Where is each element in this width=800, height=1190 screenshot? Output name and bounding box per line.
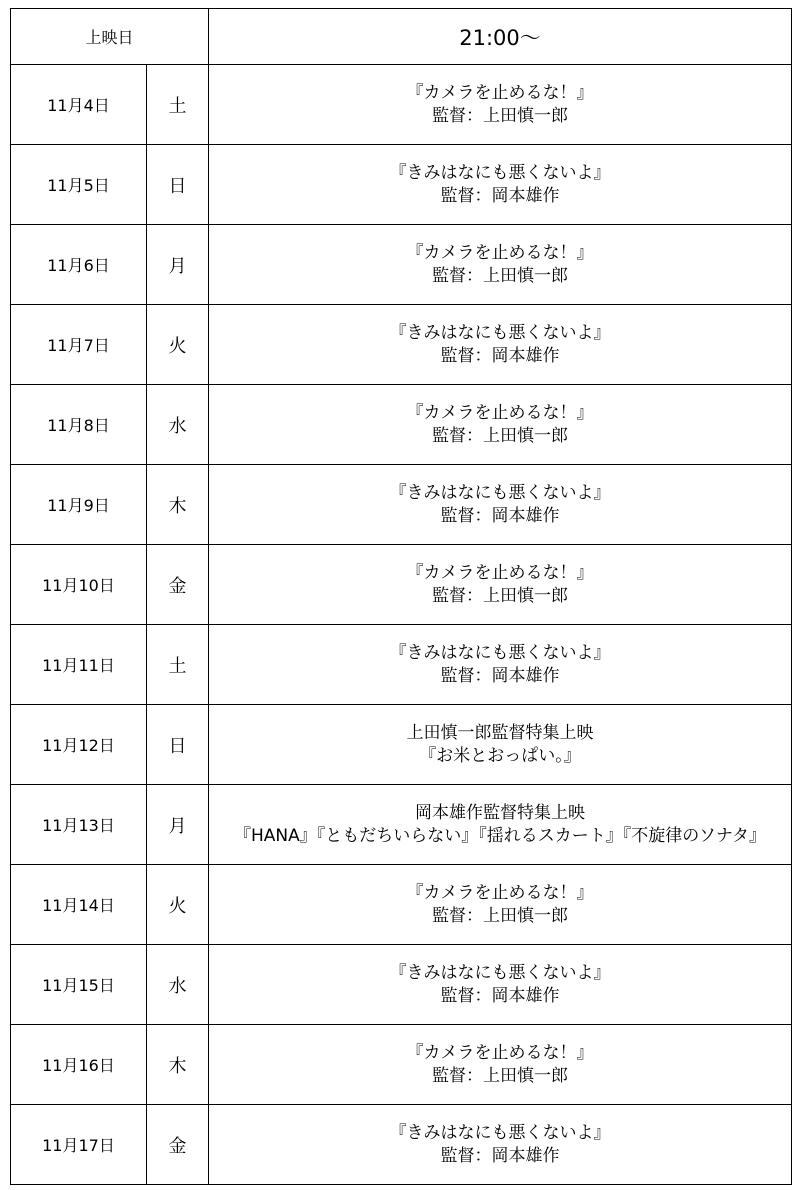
program-subtitle: 監督：岡本雄作 — [440, 505, 560, 526]
screening-time-header: 21:00～ — [209, 9, 792, 65]
program-subtitle: 監督：上田慎一郎 — [432, 425, 569, 446]
day-of-week: 火 — [147, 305, 209, 385]
program-title: 『カメラを止めるな！』 — [406, 562, 594, 583]
program-title: 『カメラを止めるな！』 — [406, 402, 594, 423]
program-subtitle: 『お米とおっぱい。』 — [419, 745, 581, 766]
screening-date: 11月17日 — [11, 1105, 147, 1185]
program-subtitle: 監督：岡本雄作 — [440, 1145, 560, 1166]
day-of-week: 日 — [147, 705, 209, 785]
program-title: 『カメラを止めるな！』 — [406, 882, 594, 903]
screening-date: 11月4日 — [11, 65, 147, 145]
day-of-week: 土 — [147, 65, 209, 145]
screening-date: 11月16日 — [11, 1025, 147, 1105]
header-row — [11, 9, 792, 65]
schedule-row — [11, 305, 792, 385]
program-title: 『きみはなにも悪くないよ』 — [389, 1122, 611, 1143]
schedule-row — [11, 705, 792, 785]
schedule-row — [11, 225, 792, 305]
program-title: 岡本雄作監督特集上映 — [415, 802, 586, 823]
schedule-row — [11, 385, 792, 465]
program-cell — [209, 305, 792, 385]
program-cell — [209, 1105, 792, 1185]
program-subtitle: 監督：上田慎一郎 — [432, 1065, 569, 1086]
schedule-row — [11, 145, 792, 225]
program-cell — [209, 545, 792, 625]
program-title: 『きみはなにも悪くないよ』 — [389, 482, 611, 503]
screening-date: 11月15日 — [11, 945, 147, 1025]
program-cell — [209, 945, 792, 1025]
schedule-row — [11, 545, 792, 625]
program-title: 『カメラを止めるな！』 — [406, 82, 594, 103]
program-title: 『きみはなにも悪くないよ』 — [389, 162, 611, 183]
program-title: 上田慎一郎監督特集上映 — [406, 722, 594, 743]
day-of-week: 日 — [147, 145, 209, 225]
program-cell — [209, 625, 792, 705]
day-of-week: 月 — [147, 785, 209, 865]
day-of-week: 金 — [147, 545, 209, 625]
schedule-row — [11, 945, 792, 1025]
day-of-week: 金 — [147, 1105, 209, 1185]
program-subtitle: 『HANA』『ともだちいらない』『揺れるスカート』『不旋律のソナタ』 — [233, 825, 767, 846]
day-of-week: 水 — [147, 945, 209, 1025]
program-subtitle: 監督：上田慎一郎 — [432, 905, 569, 926]
screening-schedule-table — [10, 8, 792, 1185]
schedule-row — [11, 65, 792, 145]
schedule-row — [11, 625, 792, 705]
program-title: 『カメラを止めるな！』 — [406, 242, 594, 263]
day-of-week: 月 — [147, 225, 209, 305]
screening-date: 11月5日 — [11, 145, 147, 225]
screening-date: 11月13日 — [11, 785, 147, 865]
program-cell — [209, 145, 792, 225]
program-title: 『カメラを止めるな！』 — [406, 1042, 594, 1063]
program-subtitle: 監督：上田慎一郎 — [432, 105, 569, 126]
program-cell — [209, 225, 792, 305]
screening-date: 11月6日 — [11, 225, 147, 305]
screening-date-header: 上映日 — [11, 9, 209, 65]
screening-date: 11月10日 — [11, 545, 147, 625]
schedule-row — [11, 465, 792, 545]
program-cell — [209, 465, 792, 545]
program-cell — [209, 65, 792, 145]
screening-date: 11月14日 — [11, 865, 147, 945]
program-cell — [209, 385, 792, 465]
screening-date: 11月12日 — [11, 705, 147, 785]
day-of-week: 木 — [147, 1025, 209, 1105]
screening-date: 11月9日 — [11, 465, 147, 545]
program-title: 『きみはなにも悪くないよ』 — [389, 642, 611, 663]
screening-date: 11月11日 — [11, 625, 147, 705]
program-cell — [209, 705, 792, 785]
program-cell — [209, 785, 792, 865]
schedule-row — [11, 865, 792, 945]
screening-date: 11月7日 — [11, 305, 147, 385]
schedule-row — [11, 1025, 792, 1105]
day-of-week: 水 — [147, 385, 209, 465]
program-title: 『きみはなにも悪くないよ』 — [389, 322, 611, 343]
program-subtitle: 監督：岡本雄作 — [440, 345, 560, 366]
schedule-row — [11, 785, 792, 865]
program-title: 『きみはなにも悪くないよ』 — [389, 962, 611, 983]
program-cell — [209, 865, 792, 945]
program-subtitle: 監督：上田慎一郎 — [432, 265, 569, 286]
program-subtitle: 監督：岡本雄作 — [440, 985, 560, 1006]
screening-date: 11月8日 — [11, 385, 147, 465]
program-subtitle: 監督：岡本雄作 — [440, 665, 560, 686]
program-cell — [209, 1025, 792, 1105]
day-of-week: 土 — [147, 625, 209, 705]
program-subtitle: 監督：岡本雄作 — [440, 185, 560, 206]
day-of-week: 火 — [147, 865, 209, 945]
day-of-week: 木 — [147, 465, 209, 545]
program-subtitle: 監督：上田慎一郎 — [432, 585, 569, 606]
schedule-row — [11, 1105, 792, 1185]
